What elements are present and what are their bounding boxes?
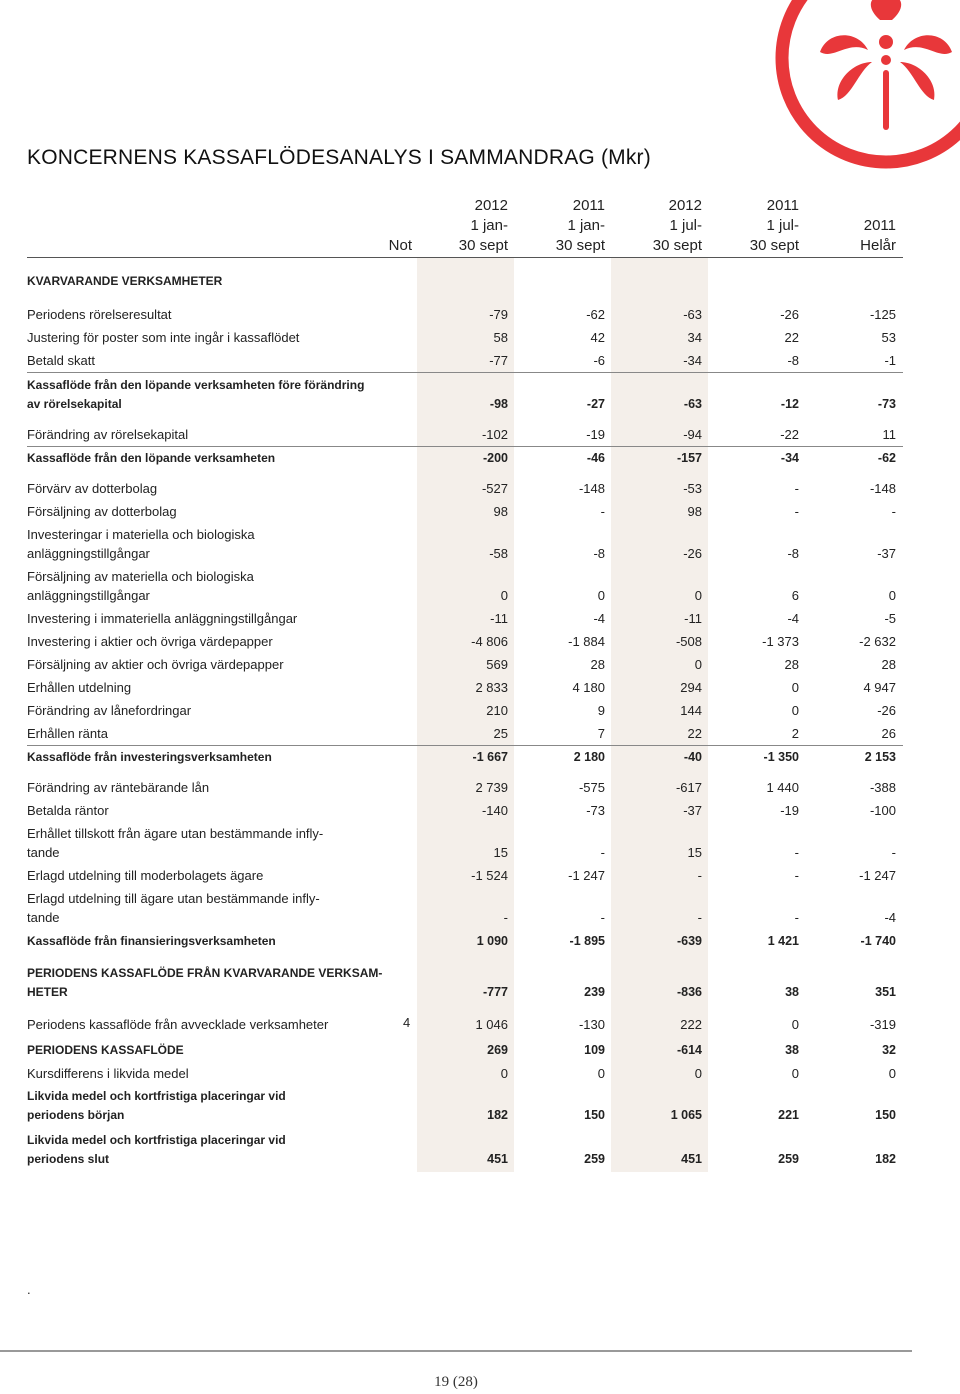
table-row bbox=[27, 631, 903, 651]
value-cell: 0 bbox=[791, 702, 799, 718]
value-cell: 34 bbox=[687, 329, 702, 345]
table-row bbox=[27, 523, 903, 563]
value-cell: 1 421 bbox=[767, 933, 799, 948]
value-cell: -508 bbox=[675, 633, 702, 649]
value-cell: 0 bbox=[791, 1065, 799, 1081]
row-label: Justering för poster som inte ingår i kassaflödet bbox=[27, 329, 300, 345]
value-cell: -26 bbox=[683, 545, 702, 561]
value-cell: - bbox=[600, 909, 605, 925]
value-cell: -4 806 bbox=[471, 633, 508, 649]
value-cell: -94 bbox=[683, 426, 702, 442]
value-cell: 28 bbox=[590, 656, 605, 672]
value-cell: -77 bbox=[489, 352, 508, 368]
value-cell: 1 065 bbox=[670, 1107, 702, 1122]
header-col-4: 2011 1 jul- 30 sept bbox=[749, 197, 799, 254]
row-label: PERIODENS KASSAFLÖDE FRÅN KVARVARANDE VERKSAM- HETER bbox=[27, 966, 383, 999]
row-label: Försäljning av materiella och biologiska anläggningstillgångar bbox=[27, 569, 254, 603]
value-cell: -46 bbox=[586, 450, 605, 465]
value-cell: 0 bbox=[694, 656, 702, 672]
value-cell: -5 bbox=[884, 610, 896, 626]
value-cell: -2 632 bbox=[859, 633, 896, 649]
row-label: Investering i immateriella anläggningstillgångar bbox=[27, 610, 298, 626]
row-label: Erlagd utdelning till moderbolagets ägare bbox=[27, 867, 264, 883]
value-cell: -19 bbox=[780, 802, 799, 818]
value-cell: 2 153 bbox=[864, 749, 896, 764]
value-cell: -58 bbox=[489, 545, 508, 561]
row-label: Betald skatt bbox=[27, 352, 95, 368]
value-cell: 2 bbox=[791, 725, 799, 741]
header-col-1: 2012 1 jan- 30 sept bbox=[458, 197, 508, 254]
value-cell: 259 bbox=[778, 1151, 799, 1166]
row-label: Erhållet tillskott från ägare utan bestämmande infly- tande bbox=[27, 826, 324, 860]
value-cell: 4 947 bbox=[863, 679, 896, 695]
value-cell: 0 bbox=[888, 587, 896, 603]
value-cell: -140 bbox=[481, 802, 508, 818]
value-cell: -148 bbox=[869, 480, 896, 496]
table-row bbox=[27, 746, 903, 766]
value-cell: - bbox=[794, 909, 799, 925]
value-cell: 239 bbox=[584, 984, 605, 999]
value-cell: -1 884 bbox=[568, 633, 605, 649]
table-row bbox=[27, 822, 903, 862]
row-label: Förändring av lånefordringar bbox=[27, 702, 192, 718]
row-label: Likvida medel och kortfristiga placeringar vid periodens slut bbox=[27, 1133, 286, 1166]
value-cell: 42 bbox=[590, 329, 605, 345]
value-cell: 25 bbox=[493, 725, 508, 741]
value-cell: 210 bbox=[486, 702, 508, 718]
footer-mark: . bbox=[27, 1282, 31, 1297]
value-cell: 351 bbox=[875, 984, 896, 999]
table-row bbox=[27, 350, 903, 370]
value-cell: -40 bbox=[683, 749, 702, 764]
value-cell: -6 bbox=[593, 352, 605, 368]
value-cell: - bbox=[794, 844, 799, 860]
value-cell: 451 bbox=[681, 1151, 702, 1166]
value-cell: -4 bbox=[884, 909, 896, 925]
row-label: Förvärv av dotterbolag bbox=[27, 480, 158, 496]
value-cell: - bbox=[600, 844, 605, 860]
value-cell: -617 bbox=[675, 779, 702, 795]
value-cell: -4 bbox=[787, 610, 799, 626]
value-cell: -836 bbox=[676, 984, 702, 999]
value-cell: -8 bbox=[787, 545, 799, 561]
value-cell: 58 bbox=[493, 329, 508, 345]
value-cell: 451 bbox=[487, 1151, 508, 1166]
value-cell: -614 bbox=[676, 1042, 702, 1057]
value-cell: 0 bbox=[500, 1065, 508, 1081]
value-cell: - bbox=[794, 867, 799, 883]
value-cell: -527 bbox=[481, 480, 508, 496]
table-row bbox=[27, 1039, 903, 1059]
row-label: Kassaflöde från investeringsverksamheten bbox=[27, 749, 272, 764]
row-label: Erlagd utdelning till ägare utan bestämmande infly- tande bbox=[27, 891, 320, 925]
value-cell: -575 bbox=[578, 779, 605, 795]
value-cell: 109 bbox=[584, 1042, 605, 1057]
value-cell: - bbox=[794, 503, 799, 519]
value-cell: 0 bbox=[888, 1065, 896, 1081]
header-col-2: 2011 1 jan- 30 sept bbox=[555, 197, 605, 254]
value-cell: 28 bbox=[784, 656, 799, 672]
value-cell: 221 bbox=[778, 1107, 799, 1122]
row-label: Kursdifferens i likvida medel bbox=[27, 1065, 189, 1081]
value-cell: 182 bbox=[875, 1151, 896, 1166]
value-cell: 32 bbox=[882, 1042, 896, 1057]
value-cell: 1 090 bbox=[476, 933, 508, 948]
row-label: Periodens kassaflöde från avvecklade verksamheter bbox=[27, 1016, 329, 1032]
table-row bbox=[27, 800, 903, 820]
value-cell: 2 739 bbox=[475, 779, 508, 795]
value-cell: -1 667 bbox=[472, 749, 508, 764]
value-cell: - bbox=[600, 503, 605, 519]
table-row bbox=[27, 373, 903, 413]
value-cell: -19 bbox=[586, 426, 605, 442]
value-cell: -34 bbox=[683, 352, 702, 368]
value-cell: 98 bbox=[687, 503, 702, 519]
value-cell: -1 247 bbox=[568, 867, 605, 883]
company-logo bbox=[768, 0, 960, 175]
value-cell: -73 bbox=[877, 396, 896, 411]
row-label: Försäljning av dotterbolag bbox=[27, 503, 177, 519]
value-cell: -11 bbox=[490, 610, 508, 626]
page-number: 19 (28) bbox=[434, 1374, 478, 1390]
table-row bbox=[27, 865, 903, 885]
value-cell: 569 bbox=[486, 656, 508, 672]
value-cell: -125 bbox=[869, 306, 896, 322]
header-col-5: 2011 Helår bbox=[860, 217, 896, 254]
value-cell: 15 bbox=[493, 844, 508, 860]
value-cell: -639 bbox=[676, 933, 702, 948]
row-label: Investering i aktier och övriga värdepapper bbox=[27, 633, 273, 649]
row-label: Betalda räntor bbox=[27, 802, 109, 818]
row-label: Erhållen ränta bbox=[27, 725, 108, 741]
value-cell: -8 bbox=[593, 545, 605, 561]
table-row bbox=[27, 677, 903, 697]
value-cell: -63 bbox=[683, 306, 702, 322]
value-cell: -388 bbox=[869, 779, 896, 795]
table-row bbox=[27, 1014, 903, 1034]
row-label: Periodens rörelseresultat bbox=[27, 306, 172, 322]
value-cell: 6 bbox=[791, 587, 799, 603]
header-not: Not bbox=[388, 237, 412, 254]
value-cell: -1 895 bbox=[569, 933, 605, 948]
table-row bbox=[27, 1063, 903, 1083]
row-label: Likvida medel och kortfristiga placeringar vid periodens början bbox=[27, 1089, 286, 1122]
value-cell: -102 bbox=[481, 426, 508, 442]
value-cell: 150 bbox=[875, 1107, 896, 1122]
value-cell: 144 bbox=[680, 702, 702, 718]
value-cell: -130 bbox=[578, 1016, 605, 1032]
value-cell: 0 bbox=[791, 1016, 799, 1032]
value-cell: -27 bbox=[586, 396, 605, 411]
value-cell: -1 524 bbox=[471, 867, 508, 883]
table-row bbox=[27, 501, 903, 521]
table-row bbox=[27, 777, 903, 797]
value-cell: -53 bbox=[683, 480, 702, 496]
value-cell: 15 bbox=[687, 844, 702, 860]
value-cell: -22 bbox=[780, 426, 799, 442]
value-cell: 9 bbox=[597, 702, 605, 718]
value-cell: -73 bbox=[586, 802, 605, 818]
value-cell: 28 bbox=[881, 656, 896, 672]
value-cell: 0 bbox=[500, 587, 508, 603]
table-row bbox=[27, 447, 903, 467]
value-cell: -11 bbox=[684, 610, 702, 626]
row-label: Erhållen utdelning bbox=[27, 679, 132, 695]
value-cell: - bbox=[891, 503, 896, 519]
value-cell: 259 bbox=[584, 1151, 605, 1166]
value-cell: -148 bbox=[578, 480, 605, 496]
footer-rule bbox=[0, 1350, 912, 1352]
value-cell: -100 bbox=[869, 802, 896, 818]
value-cell: -777 bbox=[482, 984, 508, 999]
value-cell: -200 bbox=[482, 450, 508, 465]
row-label: Investeringar i materiella och biologiska anläggningstillgångar bbox=[27, 527, 255, 561]
table-row bbox=[27, 654, 903, 674]
value-cell: -1 bbox=[884, 352, 896, 368]
value-cell: -319 bbox=[869, 1016, 896, 1032]
value-cell: 222 bbox=[680, 1016, 702, 1032]
table-row bbox=[27, 478, 903, 498]
value-cell: -1 350 bbox=[763, 749, 799, 764]
page-title: KONCERNENS KASSAFLÖDESANALYS I SAMMANDRAG (Mkr) bbox=[27, 146, 651, 169]
value-cell: - bbox=[697, 909, 702, 925]
value-cell: 2 833 bbox=[475, 679, 508, 695]
value-cell: - bbox=[891, 844, 896, 860]
table-row bbox=[27, 930, 903, 950]
value-cell: -1 373 bbox=[762, 633, 799, 649]
value-cell: 7 bbox=[597, 725, 605, 741]
value-cell: -34 bbox=[780, 450, 799, 465]
value-cell: - bbox=[794, 480, 799, 496]
value-cell: -79 bbox=[489, 306, 508, 322]
table-row bbox=[27, 1084, 903, 1124]
value-cell: -62 bbox=[877, 450, 896, 465]
table-row bbox=[27, 700, 903, 720]
value-cell: 1 046 bbox=[475, 1016, 508, 1032]
value-cell: 22 bbox=[784, 329, 799, 345]
value-cell: -26 bbox=[877, 702, 896, 718]
value-cell: 182 bbox=[487, 1107, 508, 1122]
value-cell: 26 bbox=[881, 725, 896, 741]
row-label: Förändring av räntebärande lån bbox=[27, 779, 210, 795]
table-row bbox=[27, 565, 903, 605]
value-cell: 98 bbox=[493, 503, 508, 519]
section-heading: KVARVARANDE VERKSAMHETER bbox=[27, 274, 223, 288]
value-cell: 22 bbox=[687, 725, 702, 741]
value-cell: 53 bbox=[881, 329, 896, 345]
row-label: PERIODENS KASSAFLÖDE bbox=[27, 1042, 184, 1057]
value-cell: -4 bbox=[593, 610, 605, 626]
value-cell: -62 bbox=[586, 306, 605, 322]
table-row bbox=[27, 304, 903, 324]
value-cell: 150 bbox=[584, 1107, 605, 1122]
header-rule bbox=[27, 257, 903, 258]
value-cell: -98 bbox=[489, 396, 508, 411]
table-row bbox=[27, 1128, 903, 1168]
value-cell: -8 bbox=[787, 352, 799, 368]
value-cell: -12 bbox=[780, 396, 799, 411]
value-cell: 0 bbox=[597, 587, 605, 603]
value-cell: 1 440 bbox=[766, 779, 799, 795]
header-col-3: 2012 1 jul- 30 sept bbox=[652, 197, 702, 254]
value-cell: 11 bbox=[882, 426, 896, 442]
value-cell: -63 bbox=[683, 396, 702, 411]
value-cell: 0 bbox=[791, 679, 799, 695]
row-label: Kassaflöde från finansieringsverksamheten bbox=[27, 933, 276, 948]
value-cell: -157 bbox=[676, 450, 702, 465]
table-row bbox=[27, 723, 903, 743]
value-cell: 38 bbox=[785, 984, 799, 999]
value-cell: -1 247 bbox=[859, 867, 896, 883]
row-label: Förändring av rörelsekapital bbox=[27, 426, 189, 442]
value-cell: 38 bbox=[785, 1042, 799, 1057]
value-cell: 0 bbox=[694, 1065, 702, 1081]
table-row bbox=[27, 327, 903, 347]
value-cell: 4 180 bbox=[572, 679, 605, 695]
value-cell: 2 180 bbox=[573, 749, 605, 764]
row-label: Försäljning av aktier och övriga värdepapper bbox=[27, 656, 284, 672]
value-cell: -1 740 bbox=[860, 933, 896, 948]
value-cell: -26 bbox=[780, 306, 799, 322]
value-cell: 294 bbox=[680, 679, 702, 695]
table-row bbox=[27, 961, 903, 1001]
value-cell: -37 bbox=[683, 802, 702, 818]
table-row bbox=[27, 424, 903, 444]
row-label: Kassaflöde från den löpande verksamheten före förändring av rörelsekapital bbox=[27, 378, 365, 411]
table-row bbox=[27, 887, 903, 927]
value-cell: 0 bbox=[597, 1065, 605, 1081]
value-cell: - bbox=[697, 867, 702, 883]
value-cell: 0 bbox=[694, 587, 702, 603]
value-cell: - bbox=[503, 909, 508, 925]
value-cell: 269 bbox=[487, 1042, 508, 1057]
row-label: Kassaflöde från den löpande verksamheten bbox=[27, 450, 276, 465]
row-note: 4 bbox=[403, 1015, 411, 1030]
value-cell: -37 bbox=[877, 545, 896, 561]
table-row bbox=[27, 608, 903, 628]
